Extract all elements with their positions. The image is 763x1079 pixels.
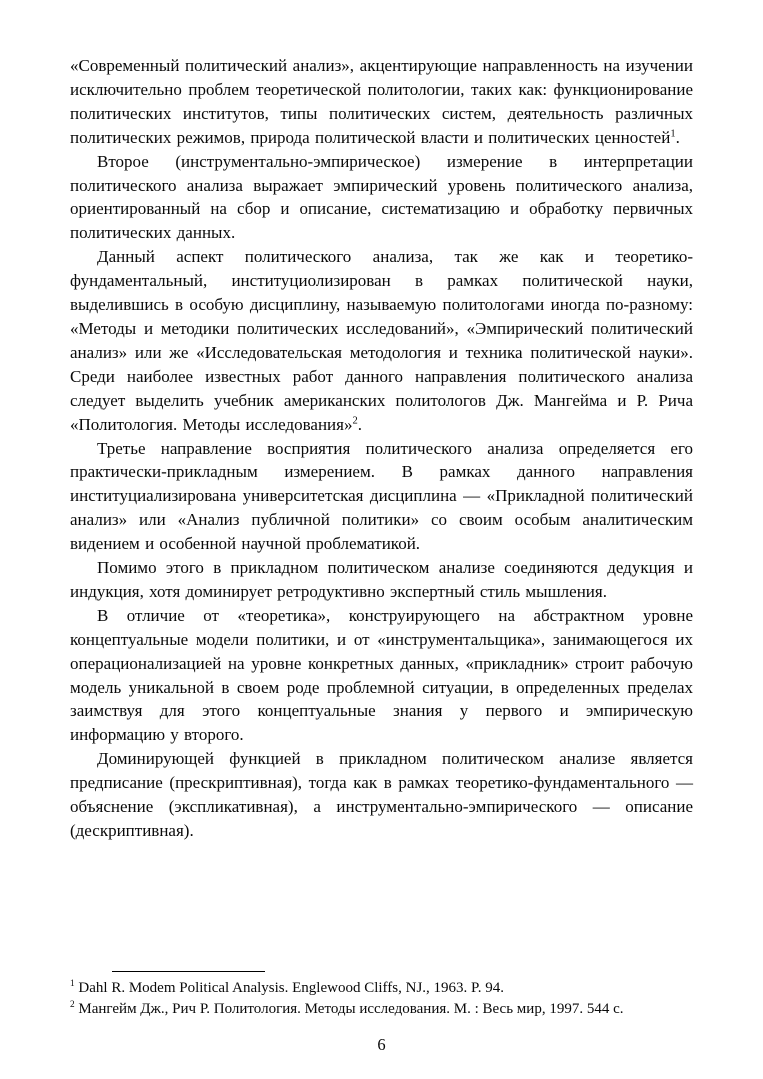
paragraph	[70, 54, 693, 150]
paragraph	[70, 150, 693, 246]
paragraph-text: Второе (инструментально-эмпирическое) измерение в интерпретации политического анализа выражает эмпирический уровень политического анализа, ориентированный на сбор и описание, систематизацию и обработку первичных политических данных.	[70, 151, 693, 243]
paragraph	[70, 604, 693, 747]
footnote-text: Мангейм Дж., Рич Р. Политология. Методы исследования. М. : Весь мир, 1997. 544 с.	[74, 1001, 624, 1018]
footnotes-section	[70, 971, 693, 1021]
paragraph-text: «Современный политический анализ», акцентирующие направленность на изучении исключительно проблем теоретической политологии, таких как: функционирование политических институтов, типы политических систем, деятельность различных политических режимов, природа политической власти и политических ценностей	[70, 56, 693, 147]
paragraph-text-tail: .	[675, 127, 680, 147]
paragraph	[70, 556, 693, 604]
paragraph-text: В отличие от «теоретика», конструирующего на абстрактном уровне концептуальные модели политики, и от «инструментальщика», занимающегося их операционализацией на уровне конкретных данных, «прикладник» строит рабочую модель уникальной в своем роде проблемной ситуации, в определенных пределах заимствуя для этого концептуальные знания у первого и эмпирическую информацию у второго.	[70, 605, 693, 745]
footnote-marker: 1	[70, 978, 75, 989]
footnote-marker: 2	[70, 1000, 75, 1011]
paragraph-text: Помимо этого в прикладном политическом анализе соединяются дедукция и индукция, хотя доминирует ретродуктивно экспертный стиль мышления.	[70, 558, 693, 601]
paragraph-text-tail: .	[357, 414, 362, 434]
footnote-ref-marker: 2	[352, 414, 358, 426]
paragraph-text: Третье направление восприятия политического анализа определяется его практически-прикладным измерением. В рамках данного направления институциализирована университетская дисциплина — «Прикладной политический анализ» или «Анализ публичной политики» со своим особым аналитическим видением и особенной научной проблематикой.	[70, 438, 693, 554]
paragraph-text: Доминирующей функцией в прикладном политическом анализе является предписание (прескриптивная), тогда как в рамках теоретико-фундаментального — объяснение (экспликативная), а инструментально-эмпирического — описание (дескриптивная).	[70, 749, 693, 840]
footnote-ref-marker: 1	[670, 128, 676, 140]
paragraph	[70, 437, 693, 557]
page-number: 6	[377, 1035, 386, 1054]
footnote	[70, 978, 693, 1000]
paragraph	[70, 245, 693, 436]
paragraph-text: Данный аспект политического анализа, так же как и теоретико-фундаментальный, институциолизирован в рамках политической науки, выделившись в особую дисциплину, называемую политологами иногда по-разному: «Методы и методики политических исследований», «Эмпирический политический анализ» или же «Исследовательская методология и техника политической науки». Среди наиболее известных работ данного направления политического анализа следует выделить учебник американских политологов Дж. Мангейма и Р. Рича «Политология. Методы исследования»	[70, 247, 693, 434]
footnote-text: Dahl R. Modem Political Analysis. Englewood Cliffs, NJ., 1963. P. 94.	[74, 979, 504, 996]
footnote-separator-rule	[112, 971, 265, 972]
footnote	[70, 999, 693, 1021]
main-text-block	[70, 54, 693, 843]
paragraph	[70, 747, 693, 843]
